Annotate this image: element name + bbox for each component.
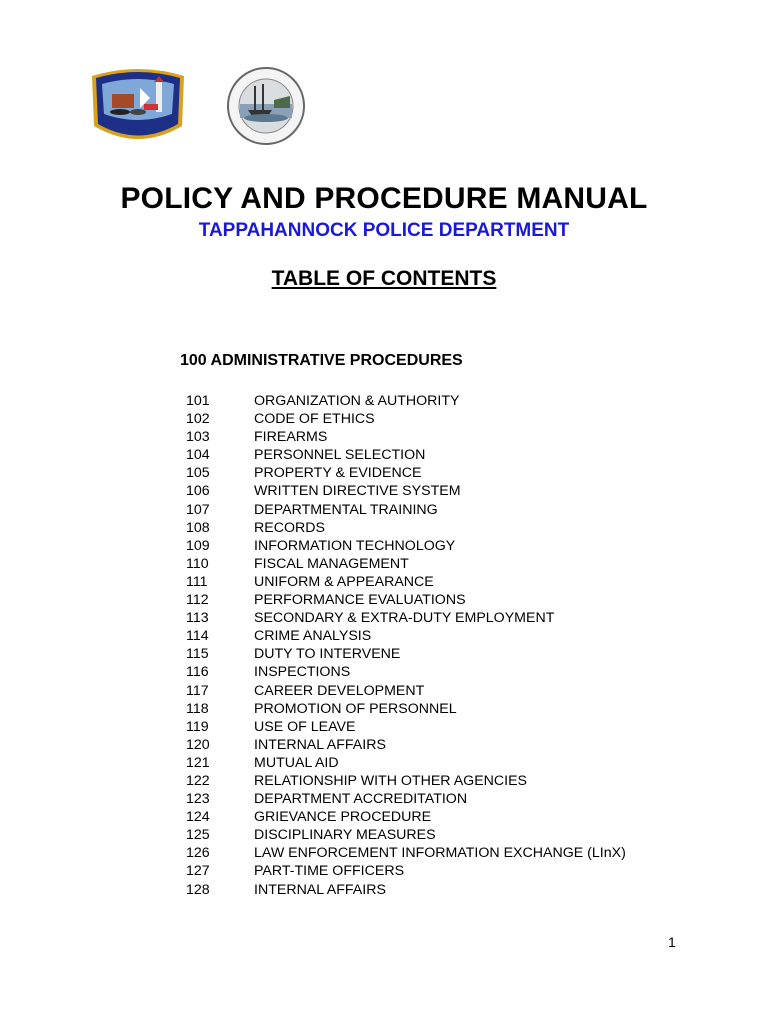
toc-entry-title: DEPARTMENTAL TRAINING <box>254 501 438 518</box>
toc-entry-title: SECONDARY & EXTRA-DUTY EMPLOYMENT <box>254 610 555 627</box>
section-heading: 100 ADMINISTRATIVE PROCEDURES <box>180 352 463 369</box>
toc-entry-title: UNIFORM & APPEARANCE <box>254 573 434 590</box>
toc-entry <box>186 410 706 428</box>
toc-entry-title: GRIEVANCE PROCEDURE <box>254 809 432 826</box>
toc-entry-number: 110 <box>186 555 209 572</box>
toc-entry-title: CODE OF ETHICS <box>254 411 375 428</box>
toc-entry <box>186 627 706 645</box>
toc-entry <box>186 808 706 826</box>
document-title: POLICY AND PROCEDURE MANUAL <box>120 182 648 215</box>
toc-entry-number: 114 <box>186 628 209 645</box>
toc-entry-number: 122 <box>186 772 210 789</box>
toc-entry-title: PROMOTION OF PERSONNEL <box>254 700 457 717</box>
police-badge-logo <box>88 66 188 146</box>
toc-entry-number: 108 <box>186 519 210 536</box>
toc-entry-title: PART-TIME OFFICERS <box>254 863 405 880</box>
toc-entry-title: MUTUAL AID <box>254 754 339 771</box>
toc-entry <box>186 663 706 681</box>
toc-entry <box>186 392 706 410</box>
toc-entry-number: 127 <box>186 863 210 880</box>
toc-entry <box>186 790 706 808</box>
toc-entry-title: RELATIONSHIP WITH OTHER AGENCIES <box>254 772 528 789</box>
toc-entry <box>186 573 706 591</box>
toc-entry <box>186 609 706 627</box>
department-name: TAPPAHANNOCK POLICE DEPARTMENT <box>198 220 570 241</box>
toc-entry-title: CAREER DEVELOPMENT <box>254 682 425 699</box>
toc-entry-number: 124 <box>186 809 210 826</box>
toc-entry-title: INFORMATION TECHNOLOGY <box>254 537 456 554</box>
toc-entry-title: PERFORMANCE EVALUATIONS <box>254 592 466 609</box>
toc-entry <box>186 446 706 464</box>
toc-entry-number: 126 <box>186 845 210 862</box>
toc-entry-title: LAW ENFORCEMENT INFORMATION EXCHANGE (LInX) <box>254 845 626 862</box>
toc-entry-title: FISCAL MANAGEMENT <box>254 555 409 572</box>
toc-entry <box>186 501 706 519</box>
toc-entry <box>186 844 706 862</box>
toc-entry-title: CRIME ANALYSIS <box>254 628 372 645</box>
logos <box>88 66 328 148</box>
toc-entry-number: 102 <box>186 411 210 428</box>
toc-entry-title: INSPECTIONS <box>254 664 351 681</box>
toc-entry-number: 106 <box>186 483 210 500</box>
toc-entry <box>186 754 706 772</box>
toc-entry-number: 109 <box>186 537 210 554</box>
toc-entry-number: 120 <box>186 736 210 753</box>
toc-entry-number: 119 <box>186 718 209 735</box>
toc-entry-title: INTERNAL AFFAIRS <box>254 736 386 753</box>
toc-entry-number: 105 <box>186 465 210 482</box>
toc-entry-number: 115 <box>186 646 209 663</box>
toc-entry-number: 118 <box>186 700 209 717</box>
toc-entry-title: DISCIPLINARY MEASURES <box>254 827 436 844</box>
toc-entry-title: INTERNAL AFFAIRS <box>254 881 386 898</box>
toc-entry-title: WRITTEN DIRECTIVE SYSTEM <box>254 483 461 500</box>
toc-entry-title: PERSONNEL SELECTION <box>254 447 426 464</box>
toc-entry-number: 111 <box>186 573 208 590</box>
toc-entry <box>186 519 706 537</box>
toc-entry-title: RECORDS <box>254 519 325 536</box>
toc-list <box>186 392 706 899</box>
toc-entry <box>186 428 706 446</box>
toc-entry-title: DEPARTMENT ACCREDITATION <box>254 791 468 808</box>
toc-entry <box>186 645 706 663</box>
toc-entry-title: PROPERTY & EVIDENCE <box>254 465 422 482</box>
toc-heading: TABLE OF CONTENTS <box>271 267 497 290</box>
toc-entry <box>186 555 706 573</box>
toc-entry <box>186 772 706 790</box>
toc-entry-title: FIREARMS <box>254 429 328 446</box>
toc-entry <box>186 718 706 736</box>
toc-entry-number: 117 <box>186 682 209 699</box>
toc-entry-number: 125 <box>186 827 210 844</box>
toc-entry-number: 116 <box>186 664 209 681</box>
toc-entry-number: 104 <box>186 447 210 464</box>
toc-entry-number: 112 <box>186 592 209 609</box>
toc-entry <box>186 682 706 700</box>
toc-entry-number: 128 <box>186 881 210 898</box>
toc-entry <box>186 482 706 500</box>
toc-entry-number: 123 <box>186 791 210 808</box>
toc-entry-title: DUTY TO INTERVENE <box>254 646 401 663</box>
toc-entry <box>186 537 706 555</box>
toc-entry <box>186 826 706 844</box>
toc-entry-title: ORGANIZATION & AUTHORITY <box>254 393 460 409</box>
toc-entry <box>186 881 706 899</box>
town-seal-logo <box>224 66 308 146</box>
toc-entry <box>186 591 706 609</box>
toc-entry-number: 121 <box>186 754 210 771</box>
toc-entry-number: 107 <box>186 501 210 518</box>
toc-entry-number: 113 <box>186 610 209 627</box>
page-number: 1 <box>668 934 676 950</box>
toc-entry <box>186 862 706 880</box>
toc-entry <box>186 736 706 754</box>
toc-entry-number: 103 <box>186 429 210 446</box>
toc-entry <box>186 700 706 718</box>
toc-entry <box>186 464 706 482</box>
toc-entry-title: USE OF LEAVE <box>254 718 356 735</box>
toc-entry-number: 101 <box>186 393 210 409</box>
